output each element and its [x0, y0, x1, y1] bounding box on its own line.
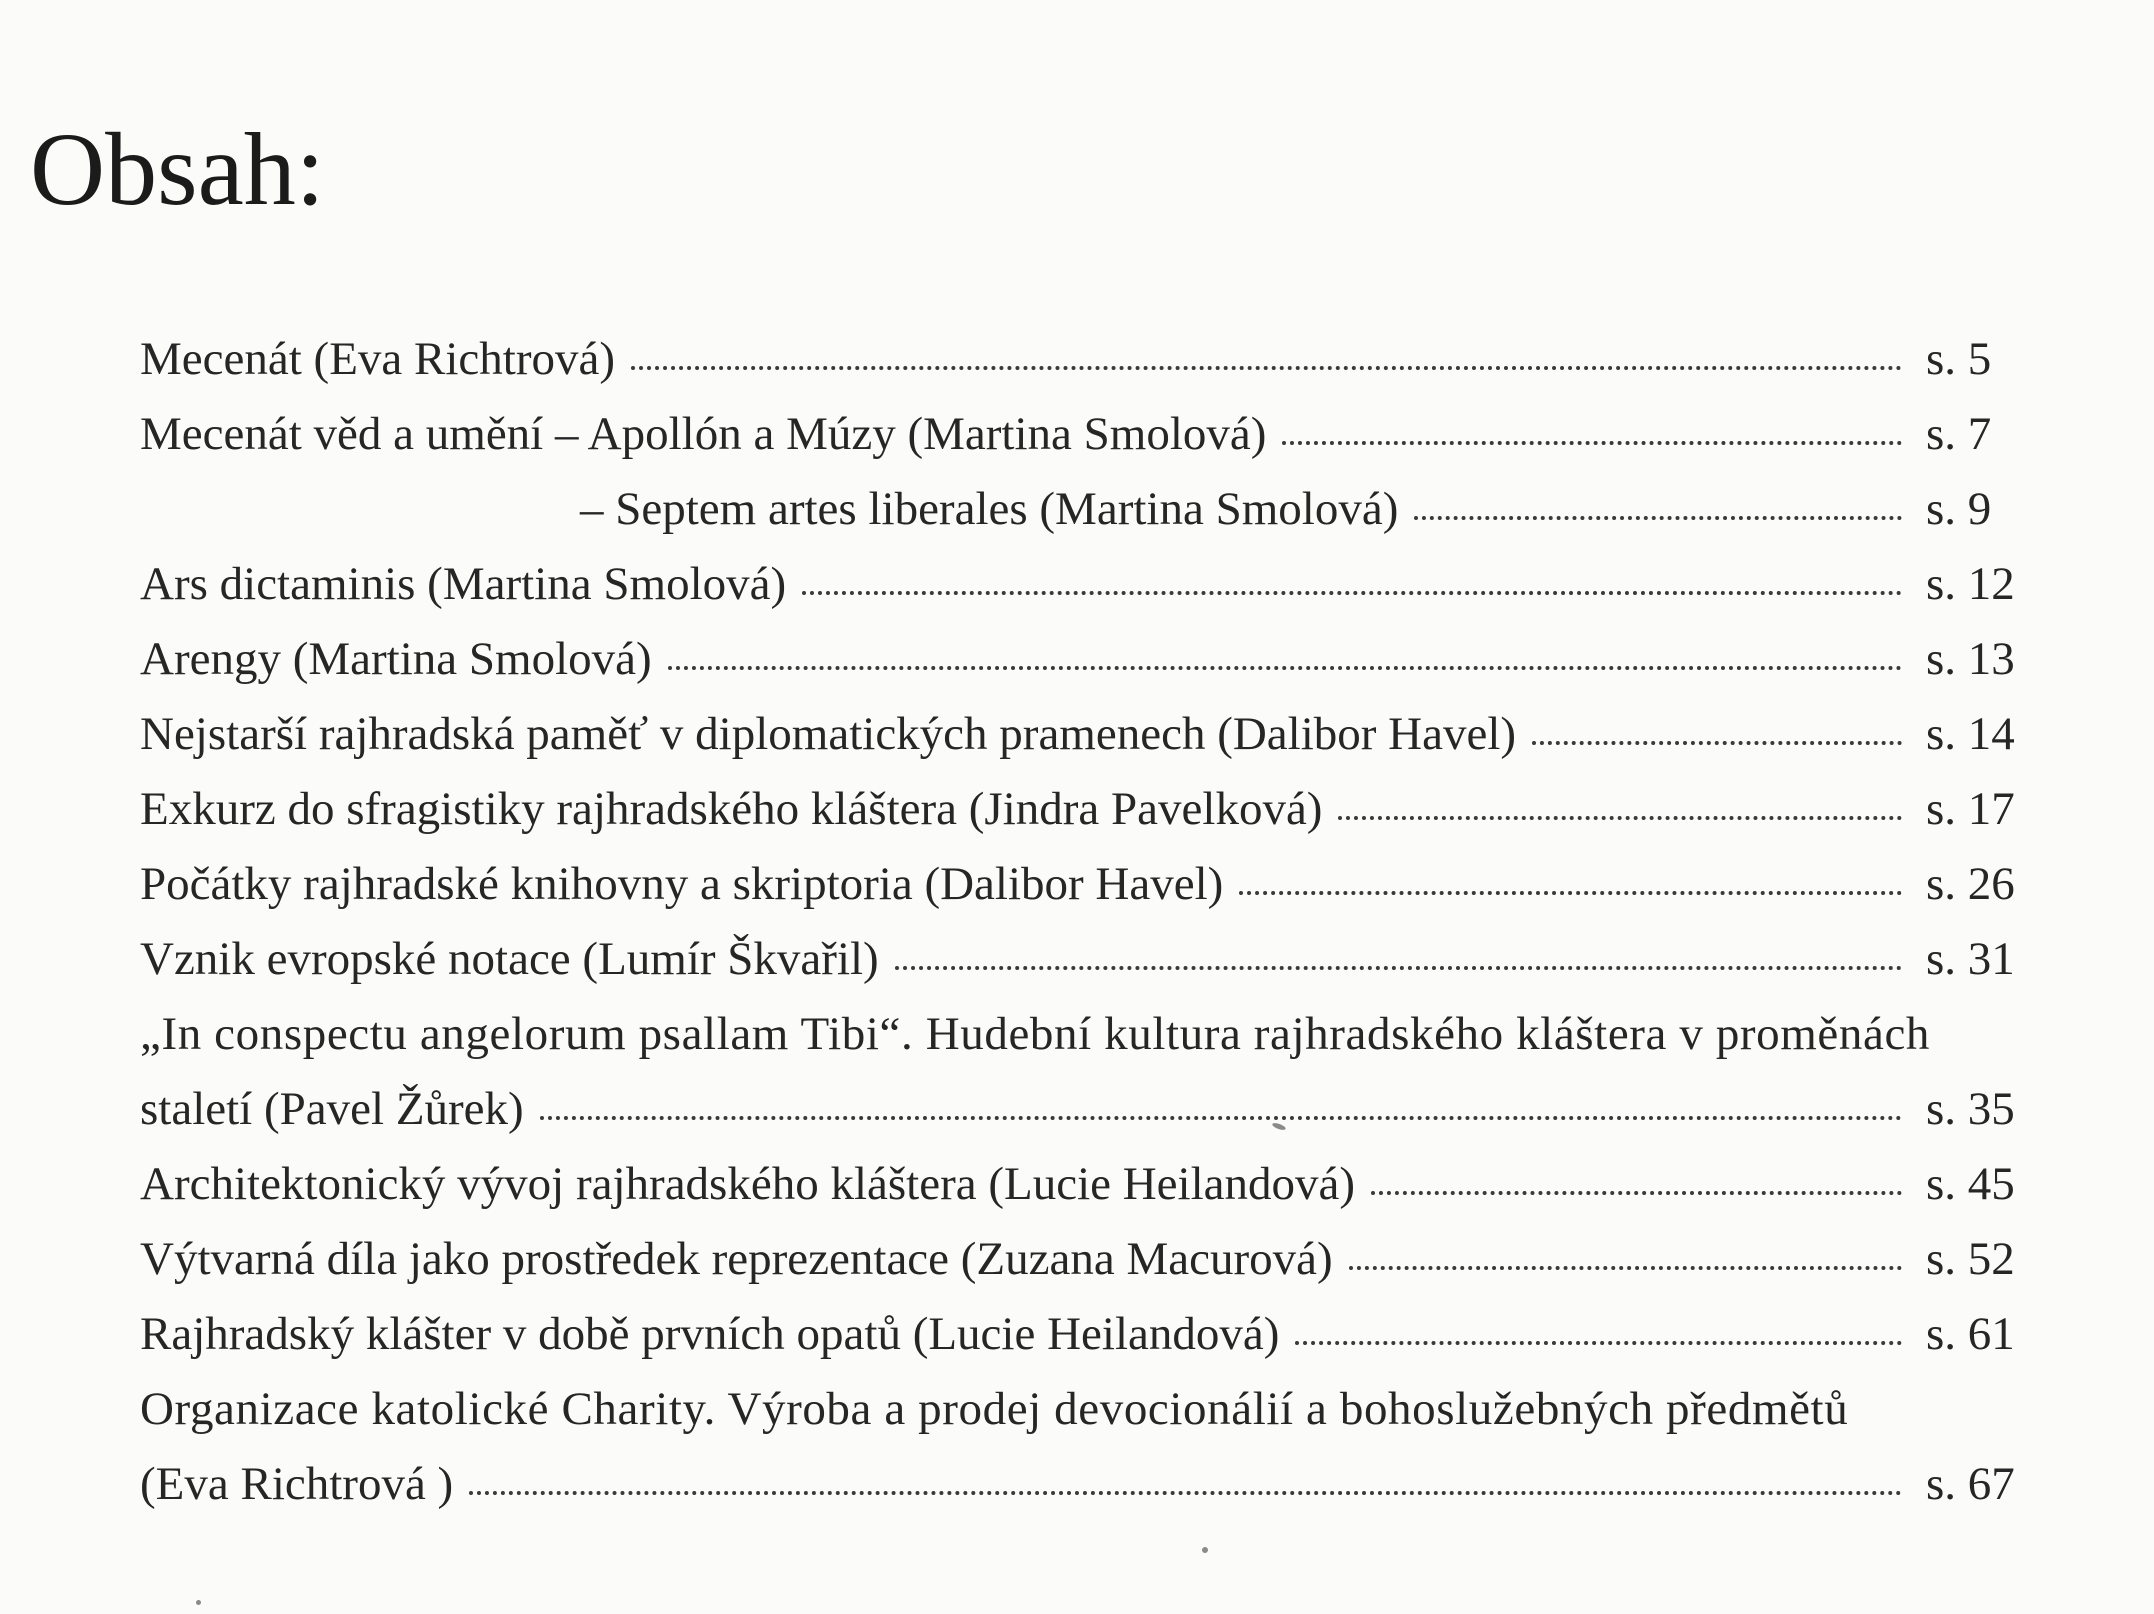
toc-entry-first-line: [140, 997, 2030, 1072]
toc-leader-dots: [1371, 1191, 1902, 1195]
toc-leader-dots: [1414, 516, 1902, 520]
toc-leader-dots: [469, 1491, 1902, 1495]
toc-leader-dots: [540, 1116, 1902, 1120]
toc-leader-dots: [1295, 1341, 1902, 1345]
toc-leader-dots: [668, 666, 1902, 670]
toc-entry: [140, 1297, 2030, 1372]
toc-entry-title: Vznik evropské notace (Lumír Škvařil): [140, 933, 879, 985]
toc-entry: [140, 622, 2030, 697]
toc-entry: [140, 1072, 2030, 1147]
toc-entry-page: s. 31: [1926, 933, 2015, 985]
toc-entry-page: s. 12: [1926, 558, 2015, 610]
scan-speck: [196, 1600, 201, 1605]
toc-leader-dots: [631, 366, 1902, 370]
toc-entry-title: Ars dictaminis (Martina Smolová): [140, 558, 787, 610]
toc-entry-title: – Septem artes liberales (Martina Smolová): [580, 483, 1399, 535]
toc-entry-page: s. 7: [1926, 408, 1992, 460]
page-title: Obsah:: [30, 112, 325, 227]
toc-leader-dots: [1532, 741, 1902, 745]
toc-entry-page: s. 61: [1926, 1308, 2015, 1360]
toc-leader-dots: [802, 591, 1902, 595]
toc-entry: [140, 397, 2030, 472]
toc-entry-title: Mecenát věd a umění – Apollón a Múzy (Martina Smolová): [140, 408, 1267, 460]
toc-entry-title: Arengy (Martina Smolová): [140, 633, 652, 685]
toc-entry-title: Mecenát (Eva Richtrová): [140, 333, 616, 385]
toc-entry-title: Rajhradský klášter v době prvních opatů (Lucie Heilandová): [140, 1308, 1280, 1360]
toc-entry-title: Nejstarší rajhradská paměť v diplomatických pramenech (Dalibor Havel): [140, 708, 1517, 760]
toc-entry-title: „In conspectu angelorum psallam Tibi“. Hudební kultura rajhradského kláštera v proměnách: [140, 1008, 1931, 1060]
toc-entry-page: s. 26: [1926, 858, 2015, 910]
toc-entry: [140, 922, 2030, 997]
toc-entry-title-continued: (Eva Richtrová ): [140, 1458, 454, 1510]
toc-entry-page: s. 67: [1926, 1458, 2015, 1510]
toc-entry-page: s. 52: [1926, 1233, 2015, 1285]
toc-leader-dots: [895, 966, 1902, 970]
toc-entry-page: s. 45: [1926, 1158, 2015, 1210]
toc-entry: [140, 847, 2030, 922]
toc-entry-page: s. 35: [1926, 1083, 2015, 1135]
toc-entry-title: Organizace katolické Charity. Výroba a prodej devocionálií a bohoslužebných předmětů: [140, 1383, 1849, 1435]
toc-entry-first-line: [140, 1372, 2030, 1447]
toc-entry-page: s. 14: [1926, 708, 2015, 760]
toc-entry: [140, 697, 2030, 772]
toc-entry-page: s. 9: [1926, 483, 1992, 535]
table-of-contents: [140, 322, 2030, 1522]
toc-leader-dots: [1338, 816, 1902, 820]
toc-entry-title: Výtvarná díla jako prostředek reprezentace (Zuzana Macurová): [140, 1233, 1333, 1285]
toc-entry: [140, 547, 2030, 622]
toc-entry: [140, 1222, 2030, 1297]
toc-entry: [140, 472, 2030, 547]
toc-entry: [140, 772, 2030, 847]
toc-entry-title-continued: staletí (Pavel Žůrek): [140, 1083, 524, 1135]
toc-leader-dots: [1239, 891, 1902, 895]
toc-entry-title: Počátky rajhradské knihovny a skriptoria (Dalibor Havel): [140, 858, 1224, 910]
toc-entry-title: Architektonický vývoj rajhradského kláštera (Lucie Heilandová): [140, 1158, 1356, 1210]
toc-entry: [140, 322, 2030, 397]
toc-entry-page: s. 5: [1926, 333, 1992, 385]
toc-leader-dots: [1349, 1266, 1902, 1270]
scan-speck: [1202, 1547, 1208, 1553]
toc-leader-dots: [1282, 441, 1902, 445]
toc-entry: [140, 1147, 2030, 1222]
toc-entry: [140, 1447, 2030, 1522]
toc-entry-page: s. 13: [1926, 633, 2015, 685]
toc-entry-title: Exkurz do sfragistiky rajhradského kláštera (Jindra Pavelková): [140, 783, 1323, 835]
toc-entry-page: s. 17: [1926, 783, 2015, 835]
